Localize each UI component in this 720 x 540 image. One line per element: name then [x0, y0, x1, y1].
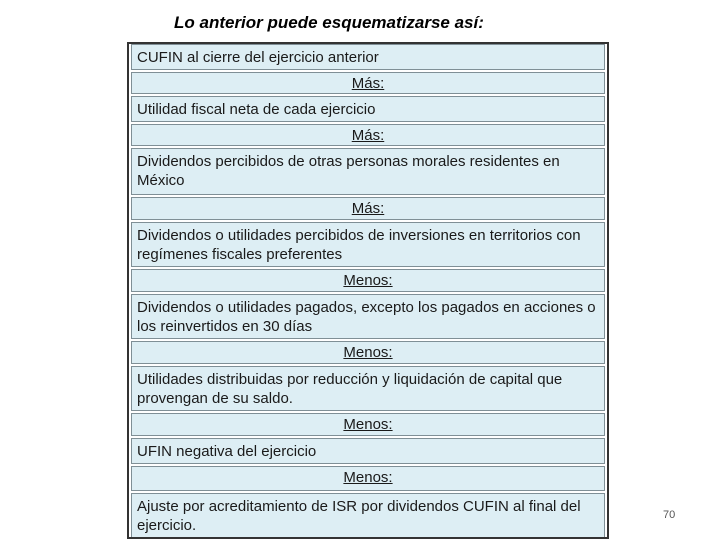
item-cufin-anterior: CUFIN al cierre del ejercicio anterior	[131, 44, 605, 70]
item-dividendos-pagados: Dividendos o utilidades pagados, excepto los pagados en acciones o los reinvertidos en 30 días	[131, 294, 605, 339]
operator-mas: Más:	[131, 197, 605, 220]
item-ufin-negativa: UFIN negativa del ejercicio	[131, 438, 605, 464]
item-dividendos-percibidos-mexico: Dividendos percibidos de otras personas morales residentes en México	[131, 148, 605, 195]
operator-menos: Menos:	[131, 341, 605, 364]
page-number: 70	[663, 509, 676, 521]
operator-menos: Menos:	[131, 269, 605, 292]
item-dividendos-territorios-preferentes: Dividendos o utilidades percibidos de inversiones en territorios con regímenes fiscales preferentes	[131, 222, 605, 267]
item-utilidades-distribuidas: Utilidades distribuidas por reducción y liquidación de capital que provengan de su saldo.	[131, 366, 605, 411]
operator-mas: Más:	[131, 72, 605, 94]
item-ajuste-acreditamiento-isr: Ajuste por acreditamiento de ISR por dividendos CUFIN al final del ejercicio.	[131, 493, 605, 538]
operator-menos: Menos:	[131, 466, 605, 491]
operator-menos: Menos:	[131, 413, 605, 436]
operator-mas: Más:	[131, 124, 605, 146]
schema-table	[127, 42, 609, 539]
item-utilidad-fiscal-neta: Utilidad fiscal neta de cada ejercicio	[131, 96, 605, 122]
slide-title: Lo anterior puede esquematizarse así:	[174, 13, 484, 32]
